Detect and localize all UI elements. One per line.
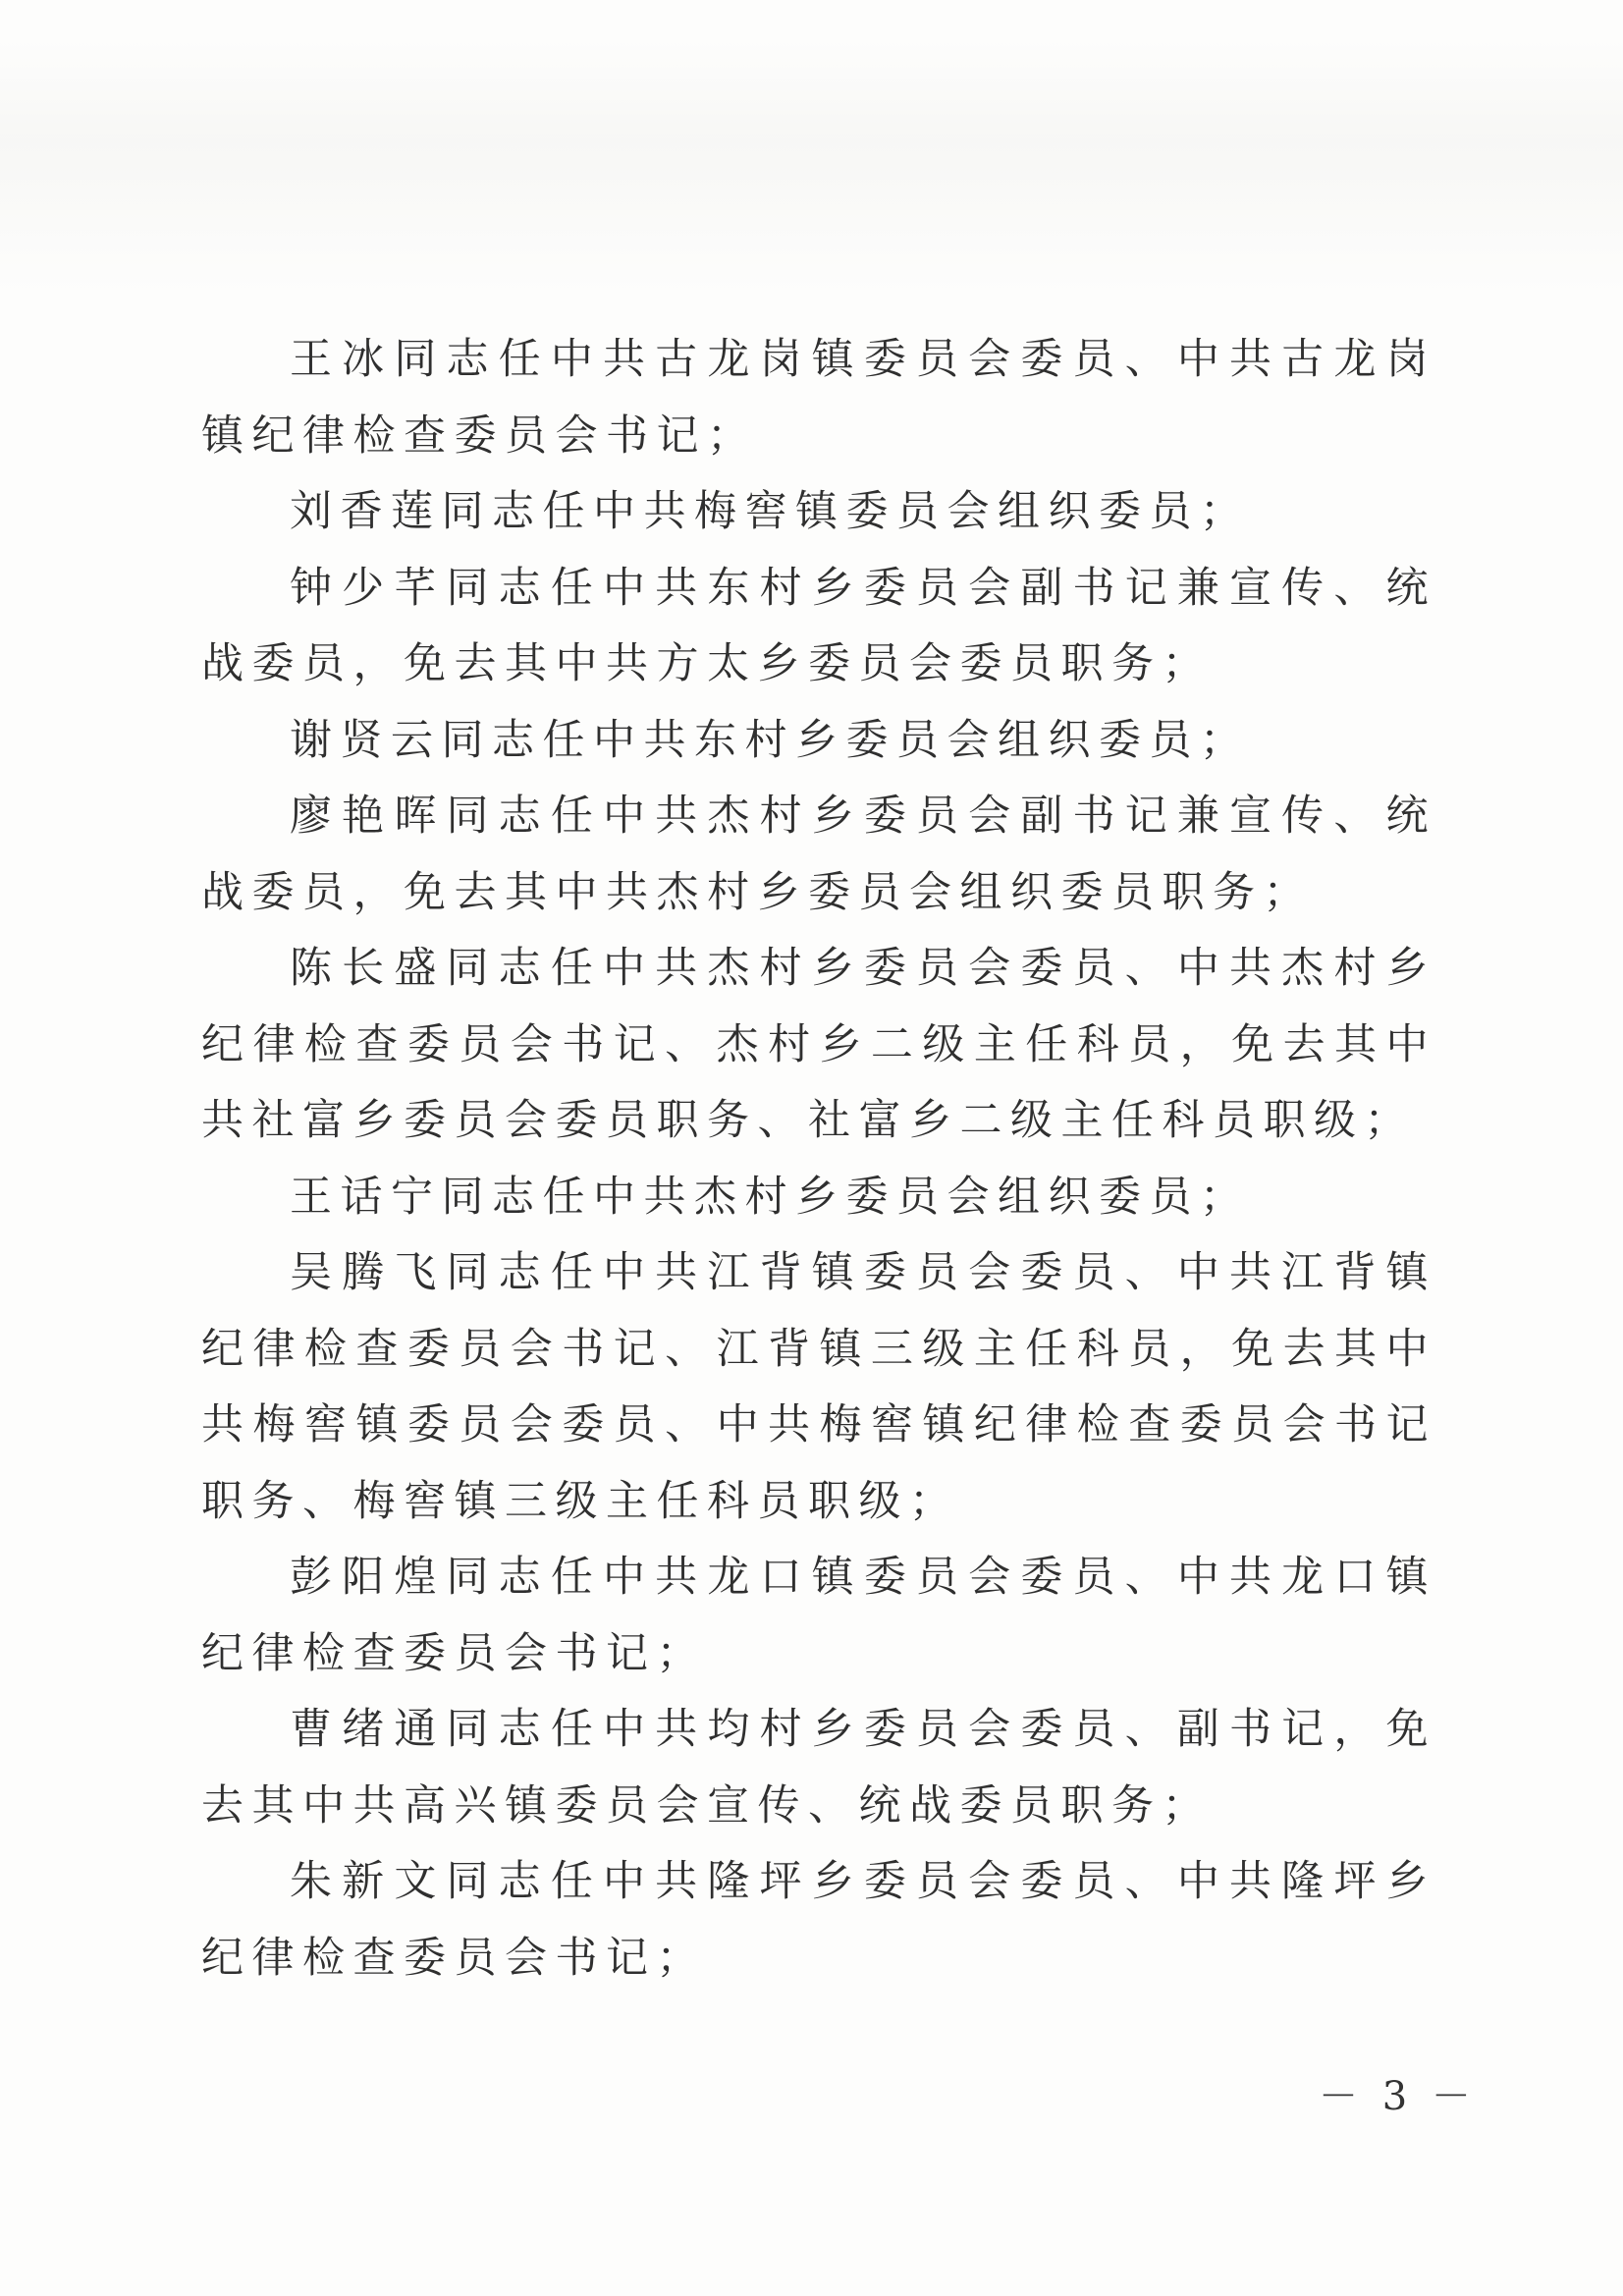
- paragraph-zhu-xinwen: 朱新文同志任中共隆坪乡委员会委员、中共隆坪乡纪律检查委员会书记；: [201, 1857, 1436, 1983]
- paragraph-peng-yanghuang: 彭阳煌同志任中共龙口镇委员会委员、中共龙口镇纪律检查委员会书记；: [201, 1553, 1436, 1678]
- paragraph-wang-bing: 王冰同志任中共古龙岗镇委员会委员、中共古龙岗镇纪律检查委员会书记；: [201, 335, 1436, 461]
- paragraph-wu-tengfei: 吴腾飞同志任中共江背镇委员会委员、中共江背镇纪律检查委员会书记、江背镇三级主任科员，免去其中共梅窖镇委员会委员、中共梅窖镇纪律检查委员会书记职务、梅窖镇三级主任科员职级；: [201, 1248, 1436, 1526]
- paragraph-liu-xianglian: 刘香莲同志任中共梅窖镇委员会组织委员；: [290, 487, 1251, 536]
- paragraph-cao-xutong: 曹绪通同志任中共均村乡委员会委员、副书记，免去其中共高兴镇委员会宣传、统战委员职务；: [201, 1705, 1436, 1831]
- page-number: － 3 －: [1319, 2074, 1477, 2119]
- paragraph-wang-huaning: 王话宁同志任中共杰村乡委员会组织委员；: [290, 1172, 1251, 1222]
- scan-shadow: [0, 39, 1623, 295]
- appointment-list: [201, 322, 1436, 1996]
- paragraph-liao-yanhui: 廖艳晖同志任中共杰村乡委员会副书记兼宣传、统战委员，免去其中共杰村乡委员会组织委员职务；: [201, 792, 1436, 917]
- paragraph-chen-changsheng: 陈长盛同志任中共杰村乡委员会委员、中共杰村乡纪律检查委员会书记、杰村乡二级主任科员，免去其中共社富乡委员会委员职务、社富乡二级主任科员职级；: [201, 944, 1436, 1145]
- paragraph-xie-xianyun: 谢贤云同志任中共东村乡委员会组织委员；: [290, 715, 1251, 765]
- paragraph-zhong-shaoqian: 钟少芊同志任中共东村乡委员会副书记兼宣传、统战委员，免去其中共方太乡委员会委员职务；: [201, 563, 1436, 688]
